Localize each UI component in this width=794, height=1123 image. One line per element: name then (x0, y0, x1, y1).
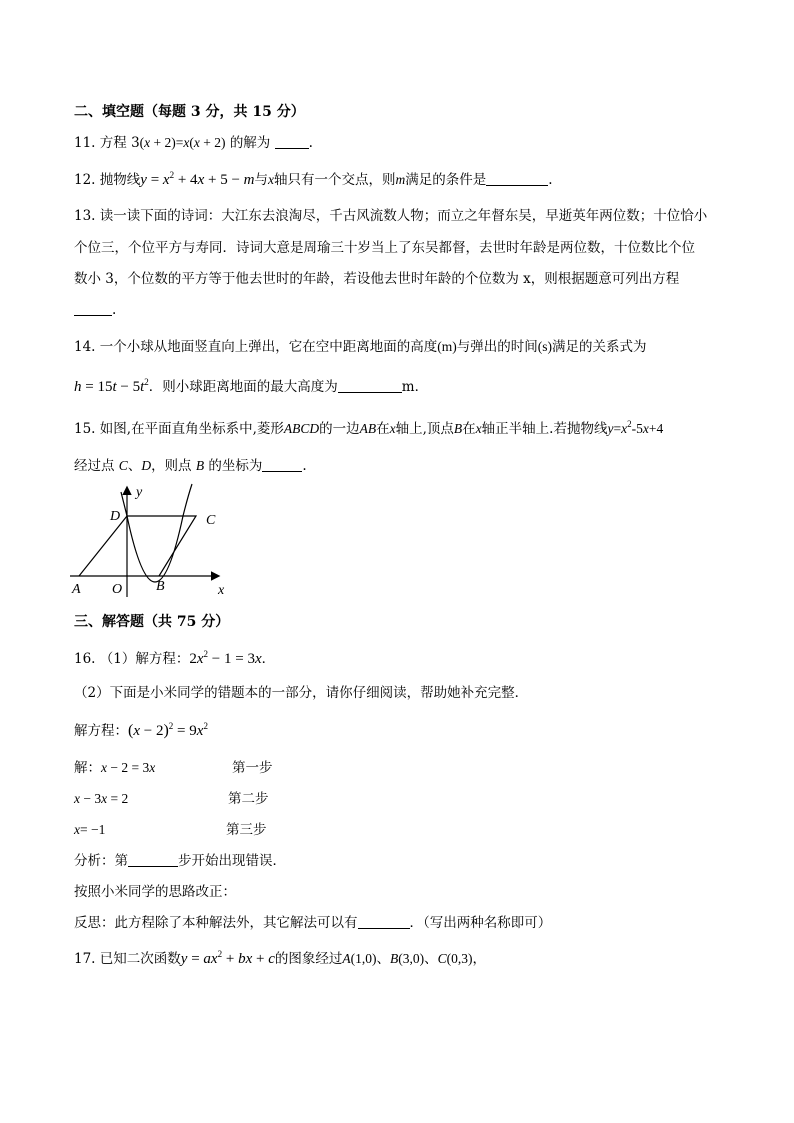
q15-text-2: 的一边 (319, 421, 360, 437)
q15-text-1: 如图,在平面直角坐标系中,菱形 (99, 421, 284, 437)
q13-answer-blank[interactable] (74, 301, 112, 316)
question-12: 12. 抛物线$y = x^2 + 4x + 5 - m$与x轴只有一个交点，则m满足的条件是 . (74, 170, 553, 188)
q13-period: . (112, 302, 117, 318)
q16-reflect-text-2: ．（写出两种名称即可） (409, 915, 552, 931)
label-A: A (72, 582, 81, 597)
q15-text-5: 在 (462, 421, 476, 437)
q14-text-4: ．则小球距离地面的最大高度为 (148, 379, 338, 395)
label-x: x (218, 583, 225, 598)
q11-text-1: 方程 3 (99, 135, 140, 151)
q11-number: 11. (74, 135, 96, 151)
q16-part-2: （2）下面是小米同学的错题本的一部分，请你仔细阅读，帮助她补充完整． (74, 685, 529, 701)
q15-text-9: 的坐标为 (208, 458, 263, 474)
q16-solution-step-2: x − 3x = 2 (74, 791, 129, 806)
q11-text-2: 的解为 (229, 135, 271, 151)
label-D: D (110, 509, 121, 524)
question-15-line-2: 经过点 C、D，则点 B 的坐标为 . (74, 458, 307, 474)
q17-sep-1: 、 (376, 951, 390, 967)
q17-number: 17. (74, 951, 96, 967)
q15-period: . (302, 458, 307, 474)
q14-unit-s: (s) (537, 339, 553, 354)
q17-text-2: 的图象经过 (274, 951, 343, 967)
q12-answer-blank[interactable] (486, 171, 548, 186)
q12-number: 12. (74, 172, 96, 188)
q16-number: 16. (74, 651, 96, 667)
label-B: B (156, 579, 165, 594)
question-11: 11. 方程 3(x + 2)=x(x + 2) 的解为 . (74, 135, 313, 151)
q16-reflect (74, 913, 551, 933)
q16-reflect-blank[interactable] (358, 914, 410, 929)
q15-number: 15. (74, 421, 96, 437)
q16-analysis (74, 851, 286, 871)
q16-sol-label: 解： (74, 760, 101, 776)
q14-text-2: 与弹出的时间 (456, 339, 538, 355)
q13-line-3: 数小 3，个位数的平方等于他去世时的年龄，若设他去世时年龄的个位数为 x，则根据题意可列出方程 (74, 271, 680, 287)
q16-step-3-tag: 第三步 (226, 822, 267, 838)
q16-equation: 解方程：$(x - 2)^2 = 9x^2$ (74, 721, 208, 739)
q16-solve-label: 解方程： (74, 723, 128, 739)
q16-solution-step-1: 解：x − 2 = 3x (74, 760, 156, 776)
question-14-line-1 (74, 337, 647, 357)
q16-reflect-text-1: 反思：此方程除了本种解法外，其它解法可以有 (74, 915, 358, 931)
question-16-part-1: 16. （1）解方程：$2x^2 - 1 = 3x$． (74, 649, 276, 667)
q16-part-1: （1）解方程： (99, 651, 190, 667)
label-C: C (206, 513, 216, 528)
q12-text-4: 满足的条件是 (405, 172, 487, 188)
q11-answer-blank[interactable] (275, 134, 309, 149)
section-2-heading: 二、填空题（每题 3 分，共 15 分） (74, 104, 305, 120)
q12-text-1: 抛物线 (99, 172, 141, 188)
label-y: y (136, 485, 143, 500)
q16-analysis-text-2: 步开始出现错误． (178, 853, 286, 869)
rhombus-parabola-figure (68, 482, 238, 602)
q16-analysis-text-1: 分析：第 (74, 853, 128, 869)
q14-number: 14. (74, 339, 96, 355)
q16-solution-step-3: x= −1 (74, 822, 106, 837)
label-O: O (112, 582, 123, 597)
q15-text-8: ，则点 (151, 458, 192, 474)
q14-text-5: m． (401, 379, 429, 395)
q16-step-1-tag: 第一步 (232, 760, 273, 776)
q16-correct: 按照小米同学的思路改正： (74, 884, 236, 900)
q13-line-1: 读一读下面的诗词：大江东去浪淘尽，千古风流数人物；而立之年督东吴，早逝英年两位数；十位恰小 (99, 208, 708, 224)
q12-period: . (548, 172, 553, 188)
question-17: 17. 已知二次函数$y = ax^2$ + bx + c的图象经过A(1,0)、B(3,0)、C(0,3)， (74, 949, 487, 967)
q12-text-3: 轴只有一个交点，则 (274, 172, 396, 188)
q11-period: . (308, 135, 313, 151)
parabola-left-arm (121, 492, 127, 516)
rhombus-outline (79, 516, 196, 576)
q13-line-2: 个位三，个位平方与寿同．诗词大意是周瑜三十岁当上了东吴都督，去世时年龄是两位数，十位数比个位 (74, 240, 695, 256)
question-13-line-4 (74, 300, 116, 320)
q17-text-1: 已知二次函数 (99, 951, 181, 967)
q17-end: ， (472, 951, 487, 967)
q16-step-2-tag: 第二步 (228, 791, 269, 807)
q15-text-6: 轴正半轴上.若抛物线 (481, 421, 608, 437)
question-15-line-1: 15. 如图,在平面直角坐标系中,菱形ABCD的一边AB在x轴上,顶点B在x轴正半轴上.若抛物线$y=x^2-5x+4$ (74, 419, 664, 437)
section-3-heading: 三、解答题（共 75 分） (74, 614, 230, 630)
q14-text-1: 一个小球从地面竖直向上弹出，它在空中距离地面的高度 (99, 339, 438, 355)
q15-text-7: 经过点 (74, 458, 115, 474)
q15-text-4: 轴上,顶点 (395, 421, 454, 437)
question-14-line-2: $h = 15t - 5t^2$．则小球距离地面的最大高度为 m． (74, 377, 429, 395)
q13-number: 13. (74, 208, 96, 224)
q15-text-3: 在 (376, 421, 390, 437)
q14-unit-m: (m) (437, 339, 457, 354)
q16-analysis-blank[interactable] (128, 852, 178, 867)
q14-answer-blank[interactable] (338, 378, 402, 393)
q14-text-3: 满足的关系式为 (552, 339, 647, 355)
q15-answer-blank[interactable] (262, 457, 302, 472)
q12-text-2: 与 (254, 172, 268, 188)
question-13-line-1 (74, 206, 707, 226)
q17-sep-2: 、 (424, 951, 438, 967)
